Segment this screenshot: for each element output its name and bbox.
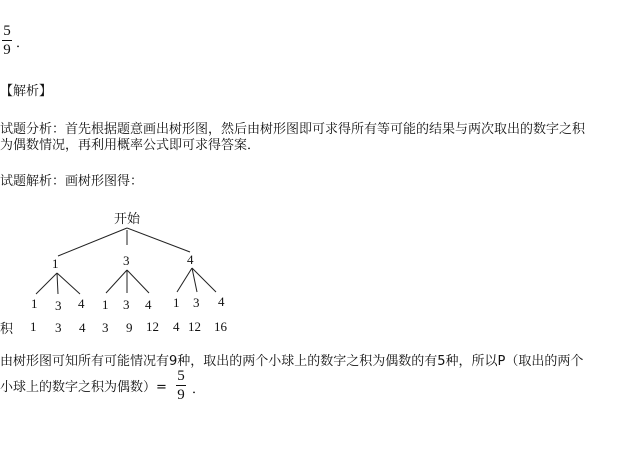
tree-node-level2: 1 — [31, 296, 38, 311]
product-value: 3 — [102, 320, 109, 335]
conclusion-line-1: 由树形图可知所有可能情况有9种，取出的两个小球上的数字之积为偶数的有5种，所以P（取出的两个 — [0, 354, 584, 369]
answer-numerator: 5 — [3, 23, 11, 39]
tree-node-level2: 1 — [102, 297, 109, 312]
product-value: 3 — [55, 320, 62, 335]
product-value: 1 — [30, 319, 37, 334]
tree-root: 开始 — [114, 212, 141, 227]
product-row-label: 积 — [0, 322, 14, 337]
tree-node-level1: 4 — [187, 252, 194, 267]
tree-node-level2: 4 — [145, 297, 152, 312]
tree-edge — [127, 228, 190, 252]
probability-denominator: 9 — [177, 387, 185, 403]
tree-node-level1: 1 — [52, 256, 59, 271]
tree-edge — [192, 268, 216, 292]
section-heading: 【解析】 — [0, 84, 53, 99]
product-value: 12 — [146, 319, 159, 334]
tree-node-level2: 3 — [123, 297, 130, 312]
tree-edge — [127, 270, 149, 293]
tree-edge — [57, 273, 80, 294]
probability-numerator: 5 — [177, 368, 185, 384]
probability-fraction — [176, 368, 186, 403]
product-value: 12 — [188, 319, 201, 334]
tree-node-level1: 3 — [123, 253, 130, 268]
product-value: 4 — [173, 319, 180, 334]
tree-edge — [36, 273, 57, 294]
product-value: 16 — [214, 319, 227, 334]
tree-node-level2: 4 — [218, 294, 225, 309]
tree-node-level2: 4 — [78, 296, 85, 311]
answer-denominator: 9 — [3, 42, 11, 58]
tree-edge — [57, 273, 58, 294]
fraction-bar — [176, 385, 186, 386]
tree-node-level2: 3 — [193, 295, 200, 310]
tree-edge — [106, 270, 127, 293]
conclusion-period: ． — [192, 382, 206, 397]
analysis-line-2: 为偶数情况，再利用概率公式即可求得答案． — [0, 138, 261, 153]
conclusion-line-2-prefix: 小球上的数字之积为偶数）= — [0, 380, 167, 395]
tree-node-level2: 1 — [173, 295, 180, 310]
tree-node-level2: 3 — [55, 298, 62, 313]
solution-intro: 试题解析：画树形图得： — [0, 174, 144, 189]
tree-edge — [177, 268, 192, 292]
tree-edge — [58, 228, 127, 256]
answer-period: ． — [16, 36, 30, 51]
product-value: 9 — [126, 320, 133, 335]
analysis-line-1: 试题分析：首先根据题意画出树形图，然后由树形图即可求得所有等可能的结果与两次取出的数字之积 — [0, 122, 586, 137]
product-value: 4 — [79, 320, 86, 335]
